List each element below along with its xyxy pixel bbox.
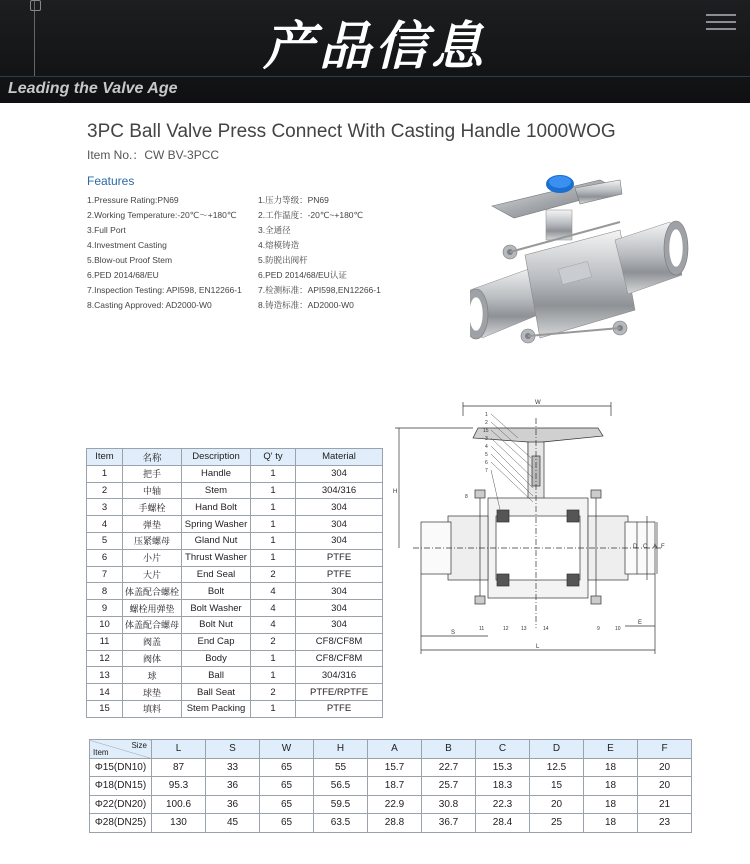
feature-item: 6.PED 2014/68/EU	[87, 270, 159, 280]
table-cell: PTFE	[296, 566, 383, 583]
table-cell: 18.3	[476, 777, 530, 796]
table-cell: 25.7	[422, 777, 476, 796]
table-cell: Bolt Nut	[182, 616, 251, 633]
callout-9: 9	[597, 626, 600, 632]
table-cell: 把手	[123, 465, 182, 482]
table-cell: 2	[251, 633, 296, 650]
size-label-cell: Φ15(DN10)	[90, 758, 152, 777]
table-cell: 22.9	[368, 795, 422, 814]
col-e: E	[584, 740, 638, 759]
table-cell: Bolt Washer	[182, 600, 251, 617]
dim-a-label: A	[653, 544, 658, 550]
table-cell: 15.7	[368, 758, 422, 777]
table-cell: 28.8	[368, 814, 422, 833]
table-cell: 65	[260, 814, 314, 833]
col-qty: Q' ty	[251, 449, 296, 466]
table-cell: 18	[584, 777, 638, 796]
table-cell: 12.5	[530, 758, 584, 777]
table-cell: 23	[638, 814, 692, 833]
table-cell: 中轴	[123, 482, 182, 499]
table-row	[87, 516, 383, 533]
table-cell: 7	[87, 566, 123, 583]
table-cell: 20	[530, 795, 584, 814]
table-cell: 手螺栓	[123, 499, 182, 516]
table-cell: 22.3	[476, 795, 530, 814]
table-cell: 65	[260, 758, 314, 777]
table-row	[87, 583, 383, 600]
table-cell: 12	[87, 650, 123, 667]
callout-7: 7	[485, 468, 488, 474]
table-row	[87, 633, 383, 650]
feature-item: 3.全通径	[258, 225, 291, 235]
callout-12: 12	[503, 626, 509, 632]
table-row	[87, 499, 383, 516]
table-cell: 小片	[123, 549, 182, 566]
table-cell: 2	[87, 482, 123, 499]
feature-item: 2.Working Temperature:-20℃～+180℃	[87, 210, 237, 220]
col-l: L	[152, 740, 206, 759]
table-cell: 9	[87, 600, 123, 617]
table-cell: 1	[251, 549, 296, 566]
table-cell: 36	[206, 777, 260, 796]
table-cell: 压紧螺母	[123, 532, 182, 549]
callout-2: 2	[485, 420, 488, 426]
table-cell: 22.7	[422, 758, 476, 777]
col-f: F	[638, 740, 692, 759]
table-cell: 1	[251, 650, 296, 667]
table-cell: 阀盖	[123, 633, 182, 650]
dim-f-label: F	[661, 544, 665, 550]
size-table-header	[90, 740, 692, 759]
feature-item: 6.PED 2014/68/EU认证	[258, 270, 347, 280]
table-cell: 304	[296, 616, 383, 633]
table-cell: 65	[260, 795, 314, 814]
table-cell: 1	[87, 465, 123, 482]
table-cell: 8	[87, 583, 123, 600]
table-cell: Handle	[182, 465, 251, 482]
feature-item: 5.防脱出阀杆	[258, 255, 308, 265]
table-cell: 10	[87, 616, 123, 633]
feature-item: 7.Inspection Testing: API598, EN12266-1	[87, 285, 242, 295]
table-cell: Stem Packing	[182, 700, 251, 717]
callout-1: 1	[485, 412, 488, 418]
feature-item: 4.Investment Casting	[87, 240, 167, 250]
table-cell: 弹垫	[123, 516, 182, 533]
valve-section-drawing	[393, 398, 673, 660]
table-row	[87, 667, 383, 684]
table-row	[87, 700, 383, 717]
dim-c-label: C	[643, 544, 648, 550]
parts-table	[86, 448, 383, 718]
table-cell: 1	[251, 465, 296, 482]
col-name-cn: 名称	[123, 449, 182, 466]
table-cell: 2	[251, 684, 296, 701]
table-cell: 14	[87, 684, 123, 701]
callout-6: 6	[485, 460, 488, 466]
table-row	[90, 814, 692, 833]
size-table	[89, 739, 692, 833]
table-row	[87, 600, 383, 617]
table-cell: 4	[251, 600, 296, 617]
table-cell: 63.5	[314, 814, 368, 833]
feature-item: 8.Casting Approved: AD2000-W0	[87, 300, 212, 310]
table-row	[87, 616, 383, 633]
callout-10: 10	[615, 626, 621, 632]
features-list-cn	[258, 193, 418, 313]
table-cell: 15	[87, 700, 123, 717]
col-item: Item	[87, 449, 123, 466]
hamburger-menu-icon[interactable]	[706, 14, 736, 32]
table-cell: 13	[87, 667, 123, 684]
feature-item: 5.Blow-out Proof Stem	[87, 255, 173, 265]
size-label-cell: Φ18(DN15)	[90, 777, 152, 796]
table-cell: 304	[296, 516, 383, 533]
table-cell: Thrust Washer	[182, 549, 251, 566]
table-row	[87, 549, 383, 566]
table-cell: 130	[152, 814, 206, 833]
table-cell: 1	[251, 482, 296, 499]
table-cell: 36.7	[422, 814, 476, 833]
table-cell: 36	[206, 795, 260, 814]
table-cell: Bolt	[182, 583, 251, 600]
table-cell: End Seal	[182, 566, 251, 583]
col-h: H	[314, 740, 368, 759]
callout-14: 14	[543, 626, 549, 632]
table-cell: CF8/CF8M	[296, 650, 383, 667]
item-number: Item No.：CW BV-3PCC	[87, 148, 220, 162]
table-cell: 球	[123, 667, 182, 684]
col-s: S	[206, 740, 260, 759]
table-cell: End Cap	[182, 633, 251, 650]
table-cell: 45	[206, 814, 260, 833]
table-cell: 18.7	[368, 777, 422, 796]
corner-size-label: Size	[131, 741, 147, 750]
col-c: C	[476, 740, 530, 759]
table-cell: Ball	[182, 667, 251, 684]
table-cell: Body	[182, 650, 251, 667]
table-cell: 304	[296, 600, 383, 617]
col-b: B	[422, 740, 476, 759]
table-cell: 55	[314, 758, 368, 777]
table-cell: 1	[251, 516, 296, 533]
size-label-cell: Φ22(DN20)	[90, 795, 152, 814]
table-cell: 体盖配合螺栓	[123, 583, 182, 600]
table-cell: 1	[251, 667, 296, 684]
table-cell: 体盖配合螺母	[123, 616, 182, 633]
product-title: 3PC Ball Valve Press Connect With Casting Handle 1000WOG	[87, 121, 616, 142]
tagline: Leading the Valve Age	[8, 80, 178, 97]
table-cell: 304	[296, 465, 383, 482]
table-cell: 1	[251, 532, 296, 549]
table-cell: 大片	[123, 566, 182, 583]
size-label-cell: Φ28(DN25)	[90, 814, 152, 833]
table-cell: 30.8	[422, 795, 476, 814]
table-cell: 18	[584, 758, 638, 777]
table-cell: 螺栓用弹垫	[123, 600, 182, 617]
table-cell: 15.3	[476, 758, 530, 777]
dim-e-label: E	[638, 620, 643, 626]
table-cell: 95.3	[152, 777, 206, 796]
table-cell: 21	[638, 795, 692, 814]
table-cell: 填料	[123, 700, 182, 717]
table-cell: 3	[87, 499, 123, 516]
table-cell: 100.6	[152, 795, 206, 814]
table-row	[87, 482, 383, 499]
table-cell: 304/316	[296, 667, 383, 684]
table-cell: 4	[251, 583, 296, 600]
table-cell: 20	[638, 777, 692, 796]
table-cell: 15	[530, 777, 584, 796]
dim-s-label: S	[451, 630, 456, 636]
features-list-en	[87, 193, 262, 313]
feature-item: 1.压力等级：PN69	[258, 195, 329, 205]
dim-h-label: H	[393, 489, 398, 495]
feature-item: 1.Pressure Rating:PN69	[87, 195, 179, 205]
table-row	[87, 684, 383, 701]
callout-5: 5	[485, 452, 488, 458]
table-cell: Spring Washer	[182, 516, 251, 533]
header-banner	[0, 0, 750, 103]
table-cell: 4	[251, 616, 296, 633]
callout-8: 8	[465, 494, 468, 500]
feature-item: 4.熔模铸造	[258, 240, 300, 250]
callout-15: 15	[483, 428, 489, 434]
table-cell: 5	[87, 532, 123, 549]
table-cell: 球垫	[123, 684, 182, 701]
table-cell: 59.5	[314, 795, 368, 814]
table-cell: Hand Bolt	[182, 499, 251, 516]
dim-l-label: L	[536, 644, 540, 650]
table-cell: 87	[152, 758, 206, 777]
col-w: W	[260, 740, 314, 759]
feature-item: 8.铸造标准：AD2000-W0	[258, 300, 354, 310]
table-cell: Stem	[182, 482, 251, 499]
table-cell: 56.5	[314, 777, 368, 796]
callout-13: 13	[521, 626, 527, 632]
col-a: A	[368, 740, 422, 759]
table-row	[87, 566, 383, 583]
table-row	[90, 758, 692, 777]
table-cell: PTFE	[296, 700, 383, 717]
table-cell: 304	[296, 532, 383, 549]
table-cell: 25	[530, 814, 584, 833]
parts-table-header	[87, 449, 383, 466]
table-cell: 65	[260, 777, 314, 796]
callout-11: 11	[479, 626, 485, 632]
table-row	[90, 795, 692, 814]
corner-item-label: Item	[93, 747, 109, 757]
table-row	[90, 777, 692, 796]
table-cell: PTFE/RPTFE	[296, 684, 383, 701]
callout-4: 4	[485, 444, 488, 450]
table-row	[87, 465, 383, 482]
feature-item: 3.Full Port	[87, 225, 126, 235]
table-cell: 304	[296, 583, 383, 600]
table-cell: 6	[87, 549, 123, 566]
feature-item: 7.检测标准：API598,EN12266-1	[258, 285, 381, 295]
table-cell: 304/316	[296, 482, 383, 499]
page-title: 产品信息	[262, 17, 487, 77]
table-cell: 33	[206, 758, 260, 777]
table-cell: 2	[251, 566, 296, 583]
table-cell: 18	[584, 795, 638, 814]
table-cell: PTFE	[296, 549, 383, 566]
table-row	[87, 650, 383, 667]
table-cell: 1	[251, 499, 296, 516]
table-cell: 11	[87, 633, 123, 650]
col-description: Description	[182, 449, 251, 466]
col-material: Material	[296, 449, 383, 466]
dim-d-label: D	[633, 544, 638, 550]
dim-w-label: W	[535, 400, 541, 406]
table-cell: 20	[638, 758, 692, 777]
table-cell: 阀体	[123, 650, 182, 667]
size-item-corner	[90, 740, 152, 759]
valve-product-image	[470, 160, 700, 365]
features-heading: Features	[87, 174, 135, 188]
table-cell: Gland Nut	[182, 532, 251, 549]
feature-item: 2.工作温度：-20℃~+180℃	[258, 210, 364, 220]
table-cell: CF8/CF8M	[296, 633, 383, 650]
table-row	[87, 532, 383, 549]
table-cell: 1	[251, 700, 296, 717]
table-cell: 28.4	[476, 814, 530, 833]
col-d: D	[530, 740, 584, 759]
table-cell: 4	[87, 516, 123, 533]
table-cell: 18	[584, 814, 638, 833]
callout-3: 3	[485, 436, 488, 442]
table-cell: 304	[296, 499, 383, 516]
table-cell: Ball Seat	[182, 684, 251, 701]
